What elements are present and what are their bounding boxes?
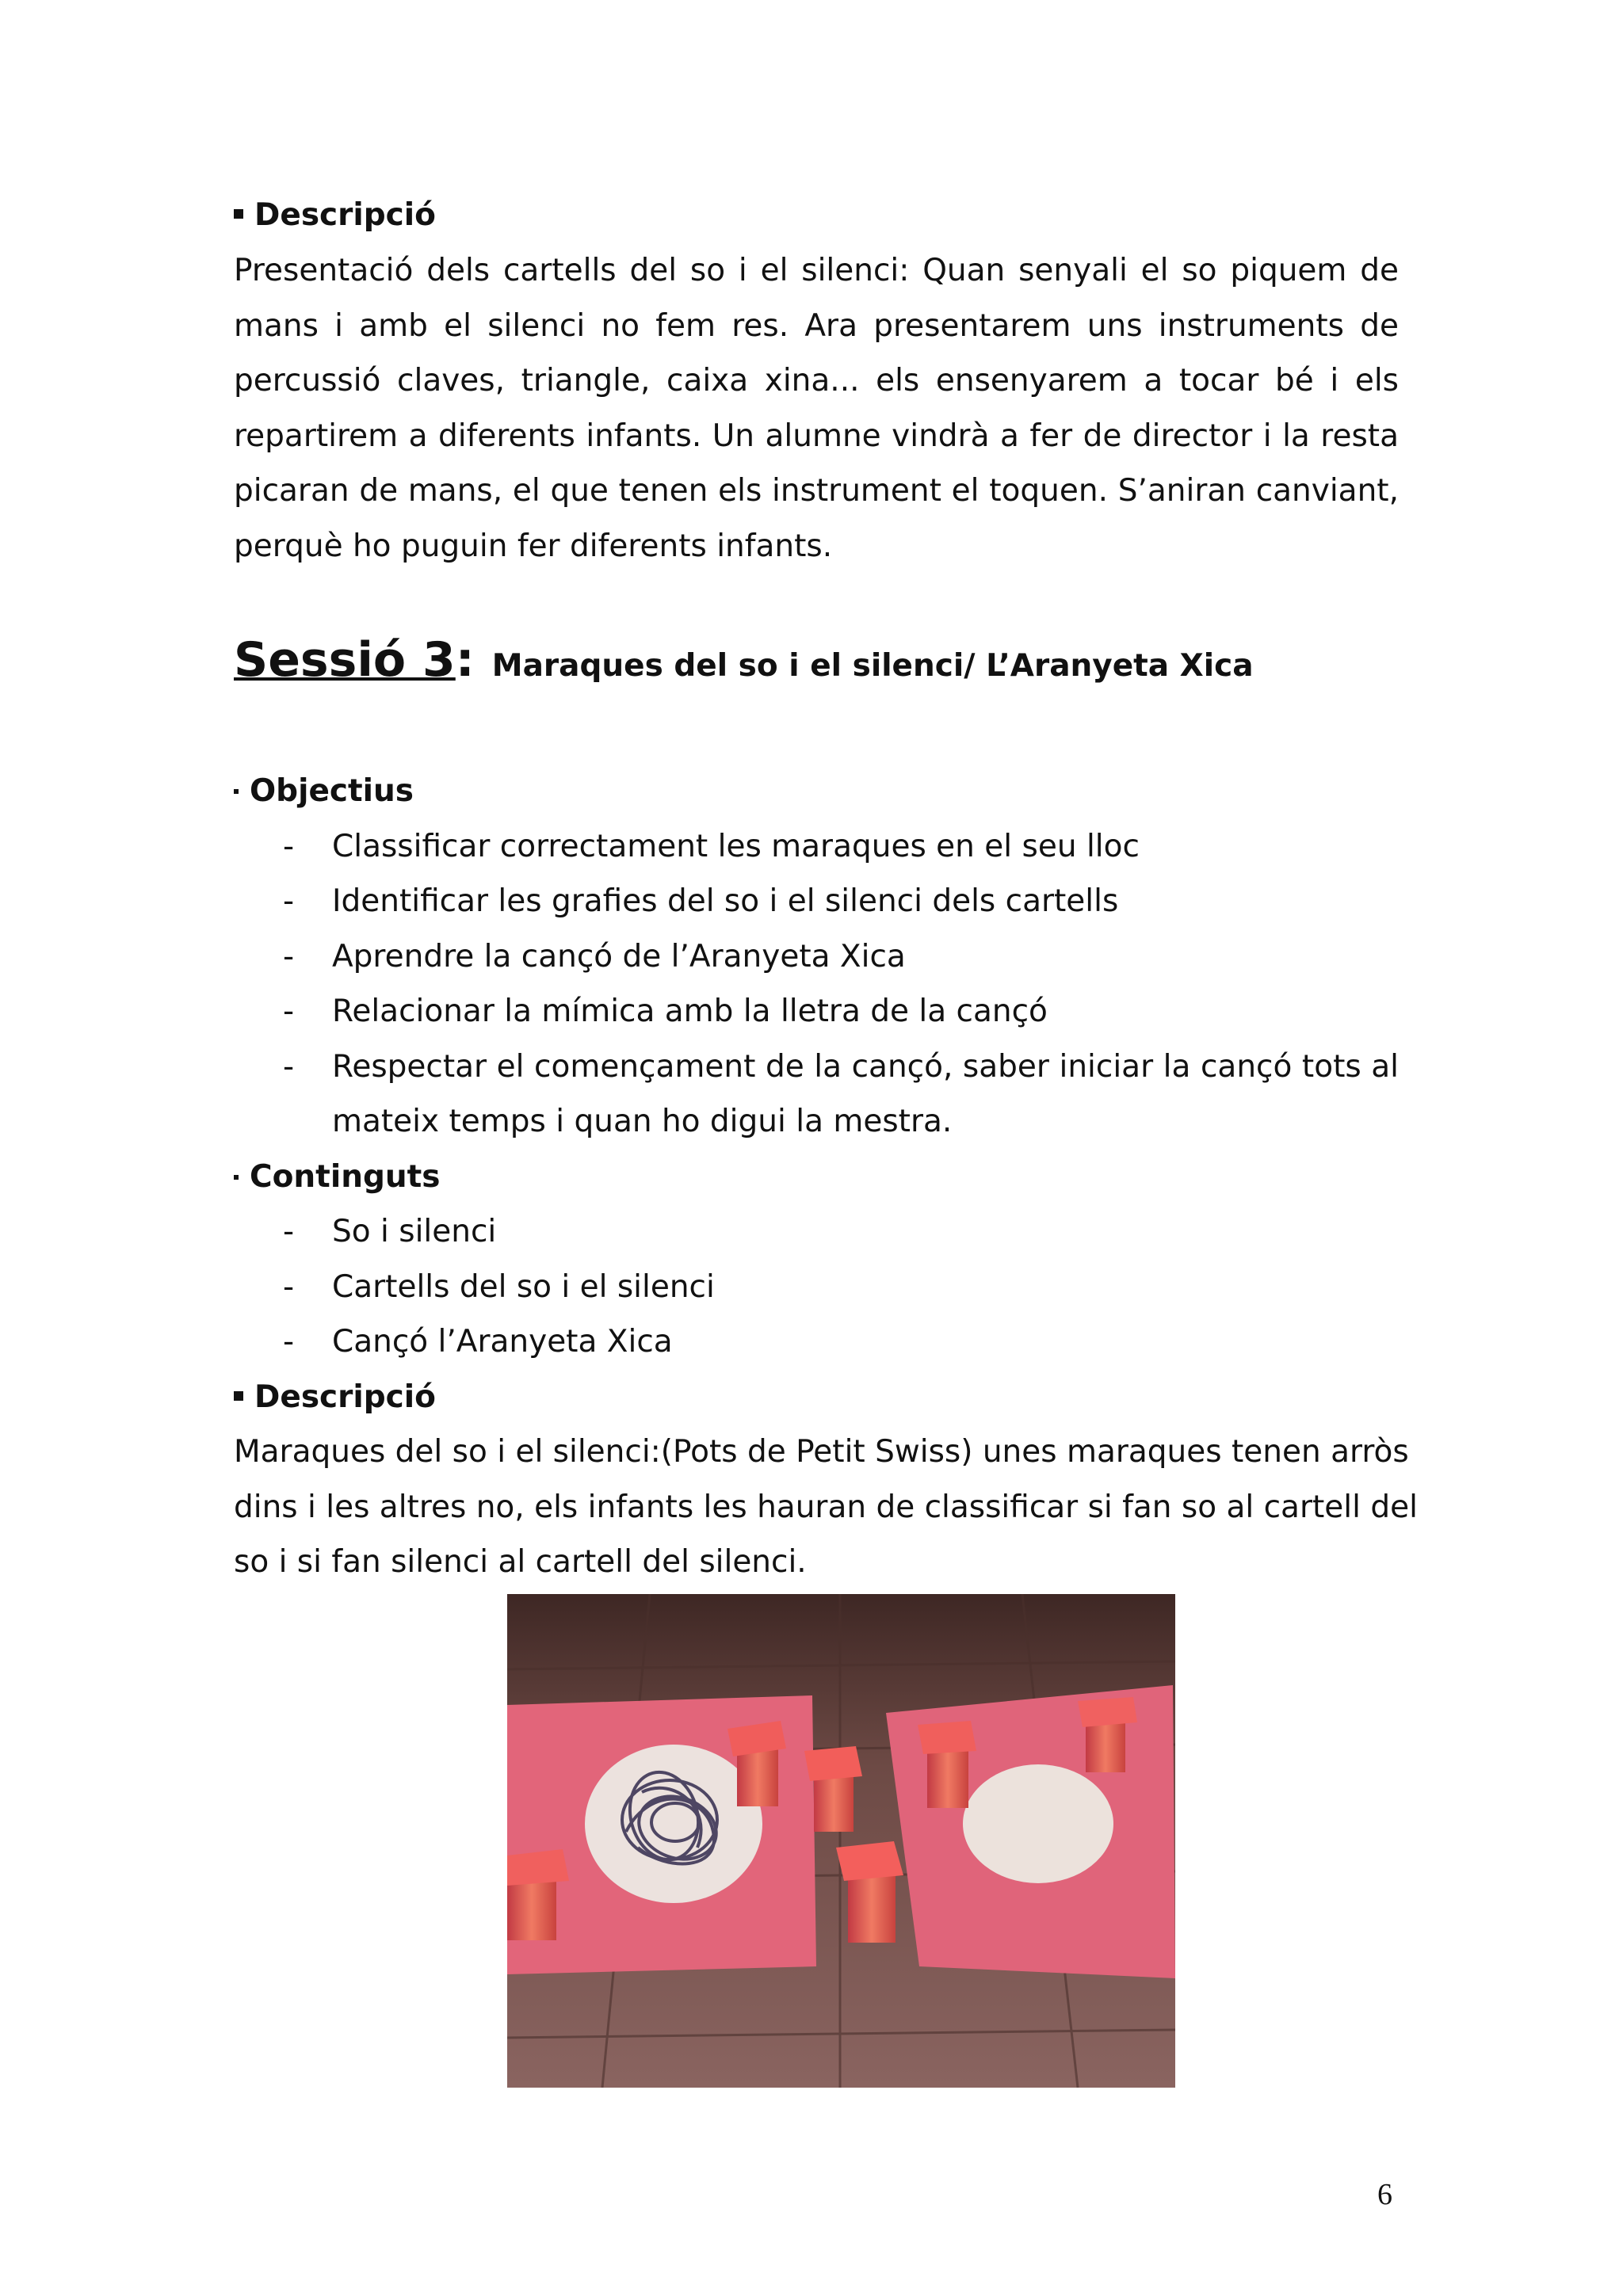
session-subtitle: Maraques del so i el silenci/ L’Aranyeta Xica <box>491 648 1254 684</box>
list-item: - Classificar correctament les maraques en el seu lloc <box>283 829 1140 864</box>
list-item: - Cartells del so i el silenci <box>283 1269 715 1305</box>
paragraph-line: Presentació dels cartells del so i el silenci: Quan senyali el so piquem de <box>234 253 1399 288</box>
objectives-heading: Objectius <box>234 776 414 807</box>
paragraph-line: perquè ho puguin fer diferents infants. <box>234 528 833 564</box>
maracas-photo <box>507 1594 1175 2088</box>
list-item: - Cançó l’Aranyeta Xica <box>283 1324 673 1360</box>
paragraph-line: Maraques del so i el silenci:(Pots de Petit Swiss) unes maraques tenen arròs <box>234 1434 1409 1470</box>
description-heading: Descripció <box>234 1382 436 1413</box>
list-item: - Relacionar la mímica amb la lletra de la cançó <box>283 994 1048 1029</box>
session-colon: : <box>455 632 475 688</box>
list-item: - Aprendre la cançó de l’Aranyeta Xica <box>283 939 906 974</box>
session-heading <box>234 632 1254 688</box>
description-heading: Descripció <box>234 200 436 231</box>
square-bullet-icon <box>234 209 243 219</box>
paragraph-line: dins i les altres no, els infants les hauran de classificar si fan so al cartell del <box>234 1489 1418 1525</box>
session-title: Sessió 3 <box>234 632 456 688</box>
page-number: 6 <box>1377 2178 1392 2211</box>
dot-bullet-icon <box>234 789 239 794</box>
square-bullet-icon <box>234 1391 243 1401</box>
contents-heading: Continguts <box>234 1161 441 1192</box>
paragraph-line: percussió claves, triangle, caixa xina... els ensenyarem a tocar bé i els <box>234 363 1399 399</box>
paragraph-line: picaran de mans, el que tenen els instrument el toquen. S’aniran canviant, <box>234 473 1399 509</box>
list-item: - Respectar el començament de la cançó, saber iniciar la cançó tots al <box>283 1049 1399 1085</box>
paragraph-line: so i si fan silenci al cartell del silenci. <box>234 1544 807 1580</box>
list-item: - Identificar les grafies del so i el silenci dels cartells <box>283 883 1119 919</box>
list-item-continuation: mateix temps i quan ho digui la mestra. <box>332 1104 953 1139</box>
list-item: - So i silenci <box>283 1214 497 1249</box>
paragraph-line: repartirem a diferents infants. Un alumne vindrà a fer de director i la resta <box>234 418 1399 454</box>
dot-bullet-icon <box>234 1175 239 1180</box>
paragraph-line: mans i amb el silenci no fem res. Ara presentarem uns instruments de <box>234 308 1399 344</box>
